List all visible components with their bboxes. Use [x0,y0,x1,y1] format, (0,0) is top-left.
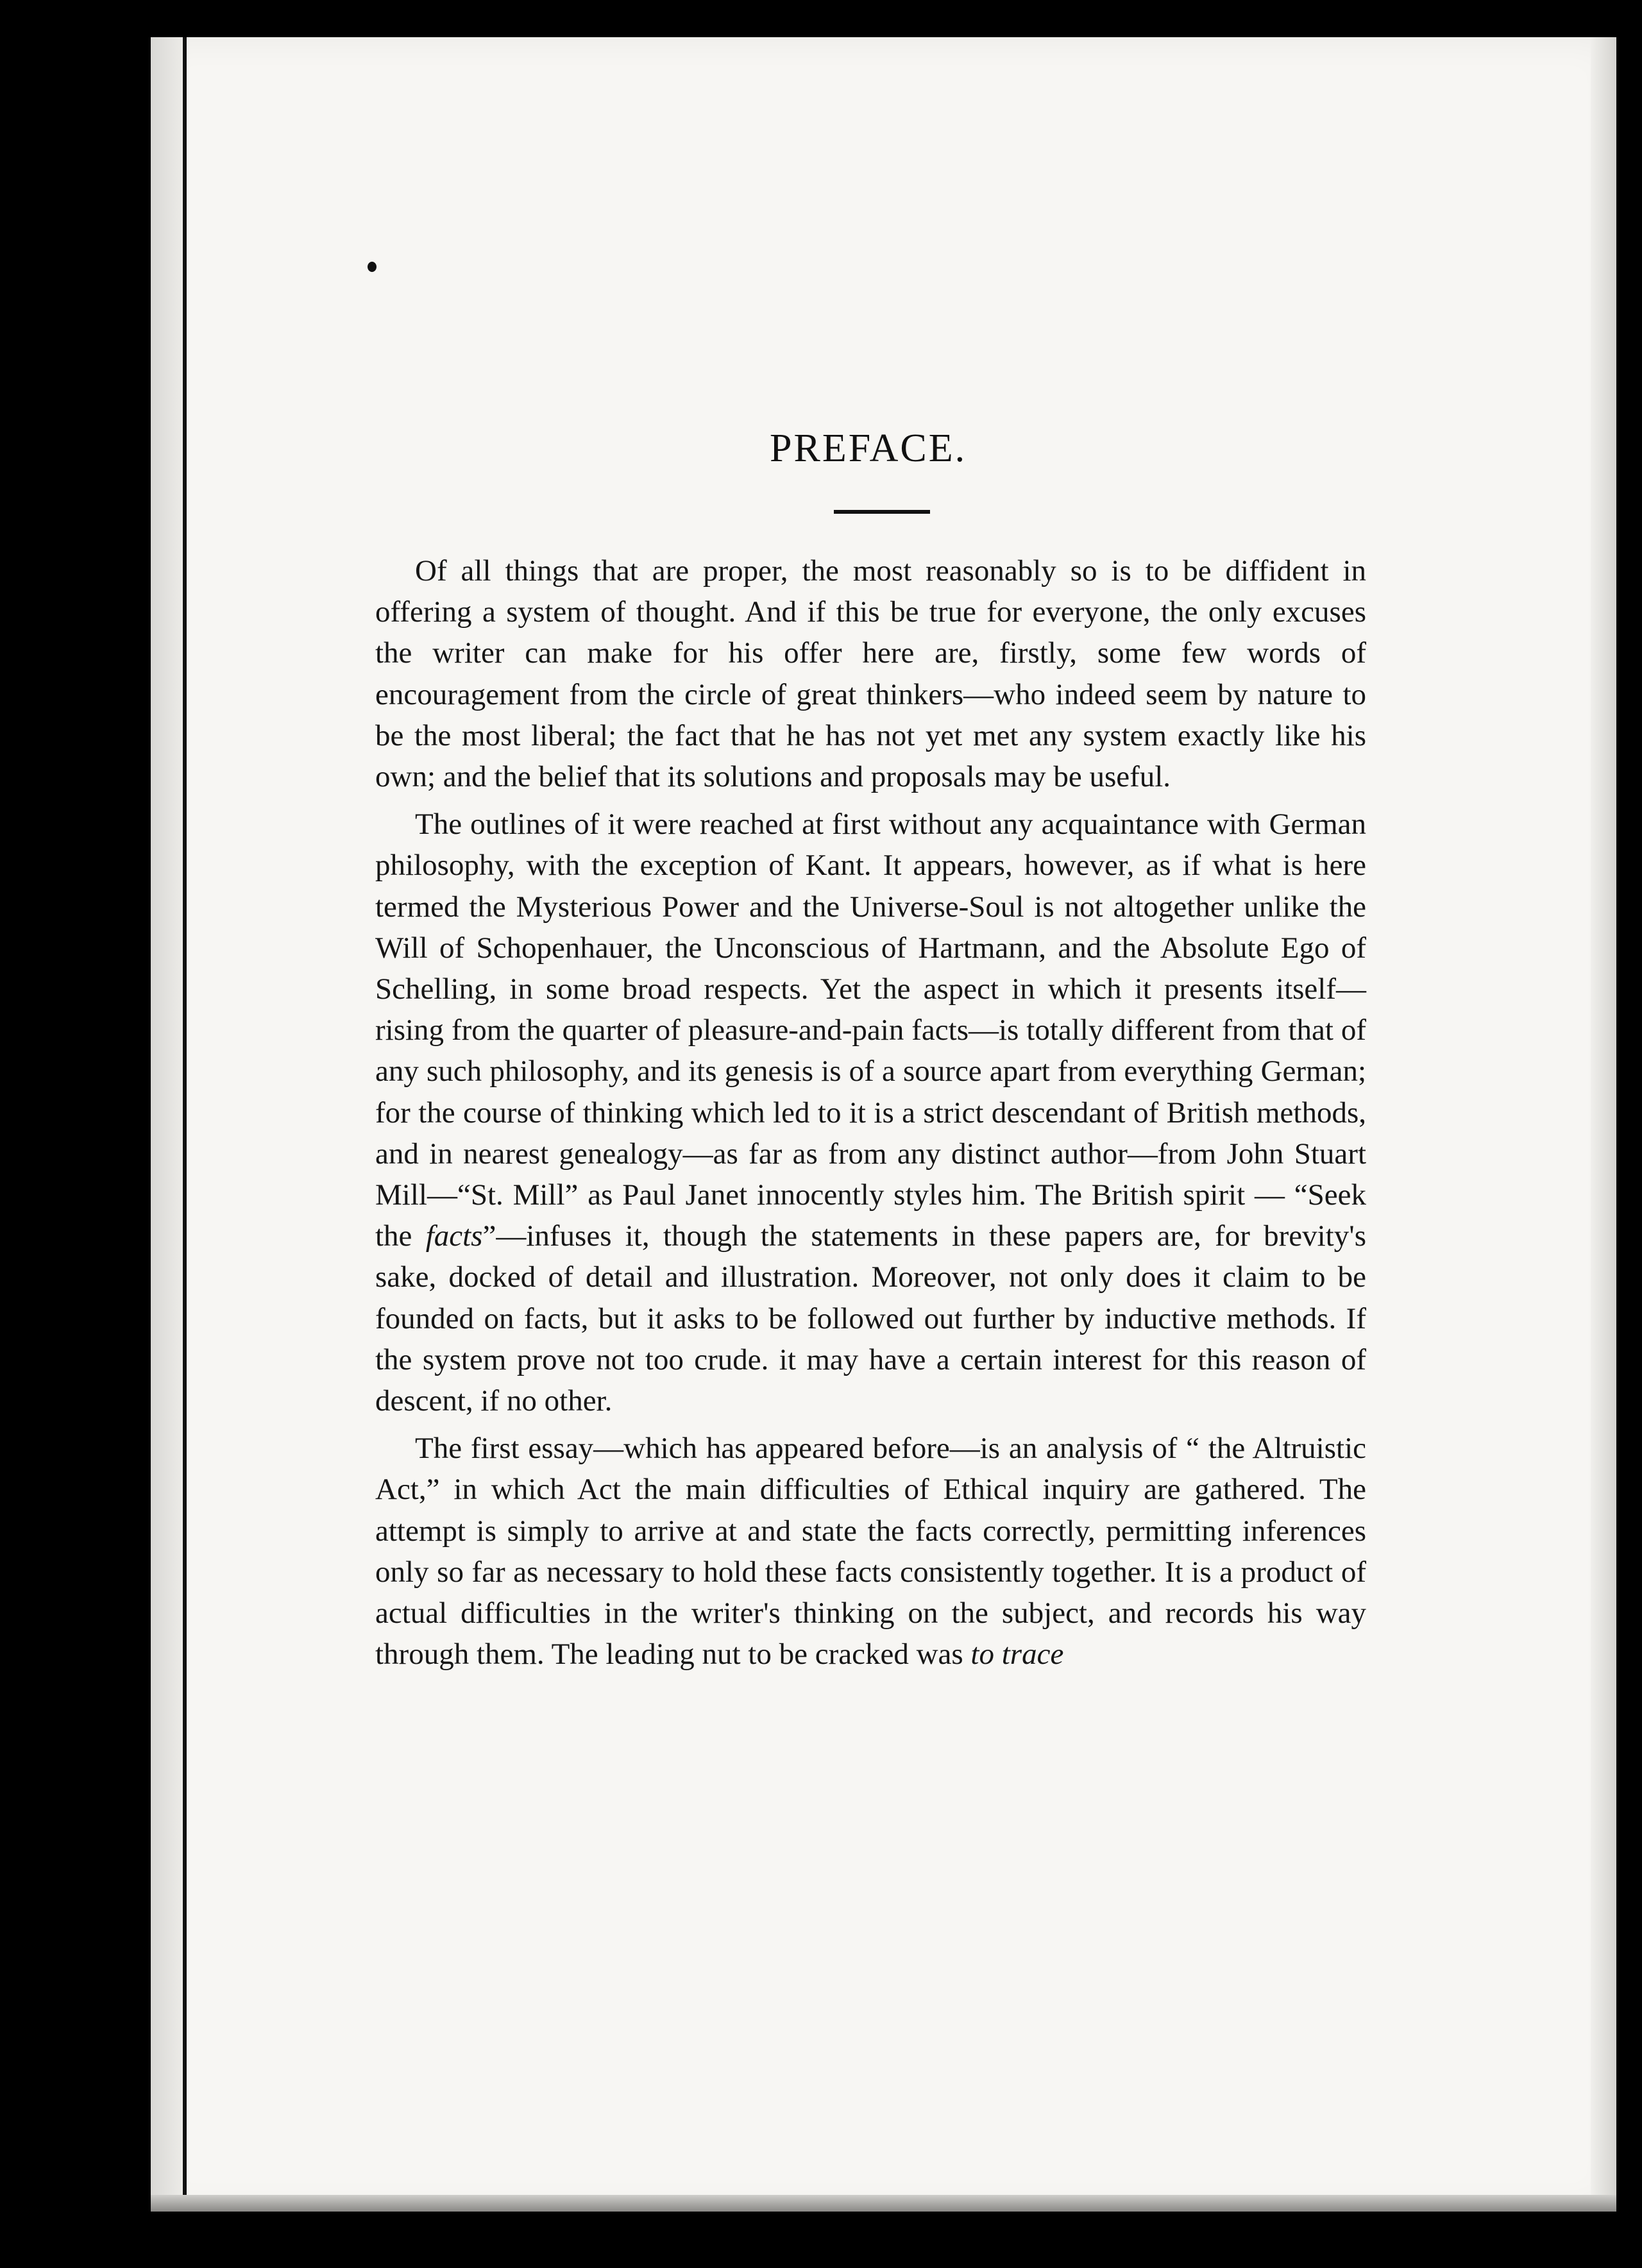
preface-body [375,550,1366,1681]
paragraph-text: The outlines of it were reached at first without any acquaintance with German philosophy, with the exception of Kant. It appears, however, as if what is here termed the Mysterious Power and the Universe-Soul is not altogether unlike the Will of Schopenhauer, the Unconscious of Hartmann, and the Absolute Ego of Schelling, in some broad respects. Yet the aspect in which it presents itself—rising from the quarter of pleasure-and-pain facts—is totally different from that of any such philosophy, and its genesis is of a source apart from everything German; for the course of thinking which led to it is a strict descendant of British methods, and in nearest genealogy—as far as from any distinct author—from John Stuart Mill—“St. Mill” as Paul Janet innocently styles him. The British spirit — “Seek the [375,808,1366,1253]
page-title: PREFACE. [770,427,967,470]
binding-line [183,37,187,2212]
ink-speck [368,262,377,272]
paragraph-text: ”—infuses it, though the statements in these papers are, for brevity's sake, docked of detail and illustration. Moreover, not only does it claim to be founded on facts, but it asks to be followed out further by inductive methods. If the system prove not too crude. it may have a certain interest for this reason of descent, if no other. [375,1219,1366,1418]
paragraph-1 [375,550,1366,797]
paragraph-text: The first essay—which has appeared before—is an analysis of “ the Altruistic Act,” in which Act the main difficulties of Ethical inquiry are gathered. The attempt is simply to arrive at and state the facts correctly, permitting inferences only so far as necessary to hold these facts consistently together. It is a product of actual difficulties in the writer's thinking on the subject, and records his way through them. The leading nut to be cracked was [375,1432,1366,1671]
paragraph-3 [375,1428,1366,1675]
page-gutter [151,37,186,2212]
title-rule [834,510,930,514]
italic-text: facts [425,1219,483,1253]
page-right-edge [1591,37,1616,2212]
paragraph-text: Of all things that are proper, the most reasonably so is to be diffident in offering a system of thought. And if this be true for everyone, the only excuses the writer can make for his offer here are, firstly, some few words of encouragement from the circle of great thinkers—who indeed seem by nature to be the most liberal; the fact that he has not yet met any system exactly like his own; and the belief that its solutions and proposals may be useful. [375,554,1366,794]
italic-text: to trace [970,1638,1064,1671]
page-bottom-edge [151,2195,1616,2212]
paragraph-2 [375,804,1366,1421]
